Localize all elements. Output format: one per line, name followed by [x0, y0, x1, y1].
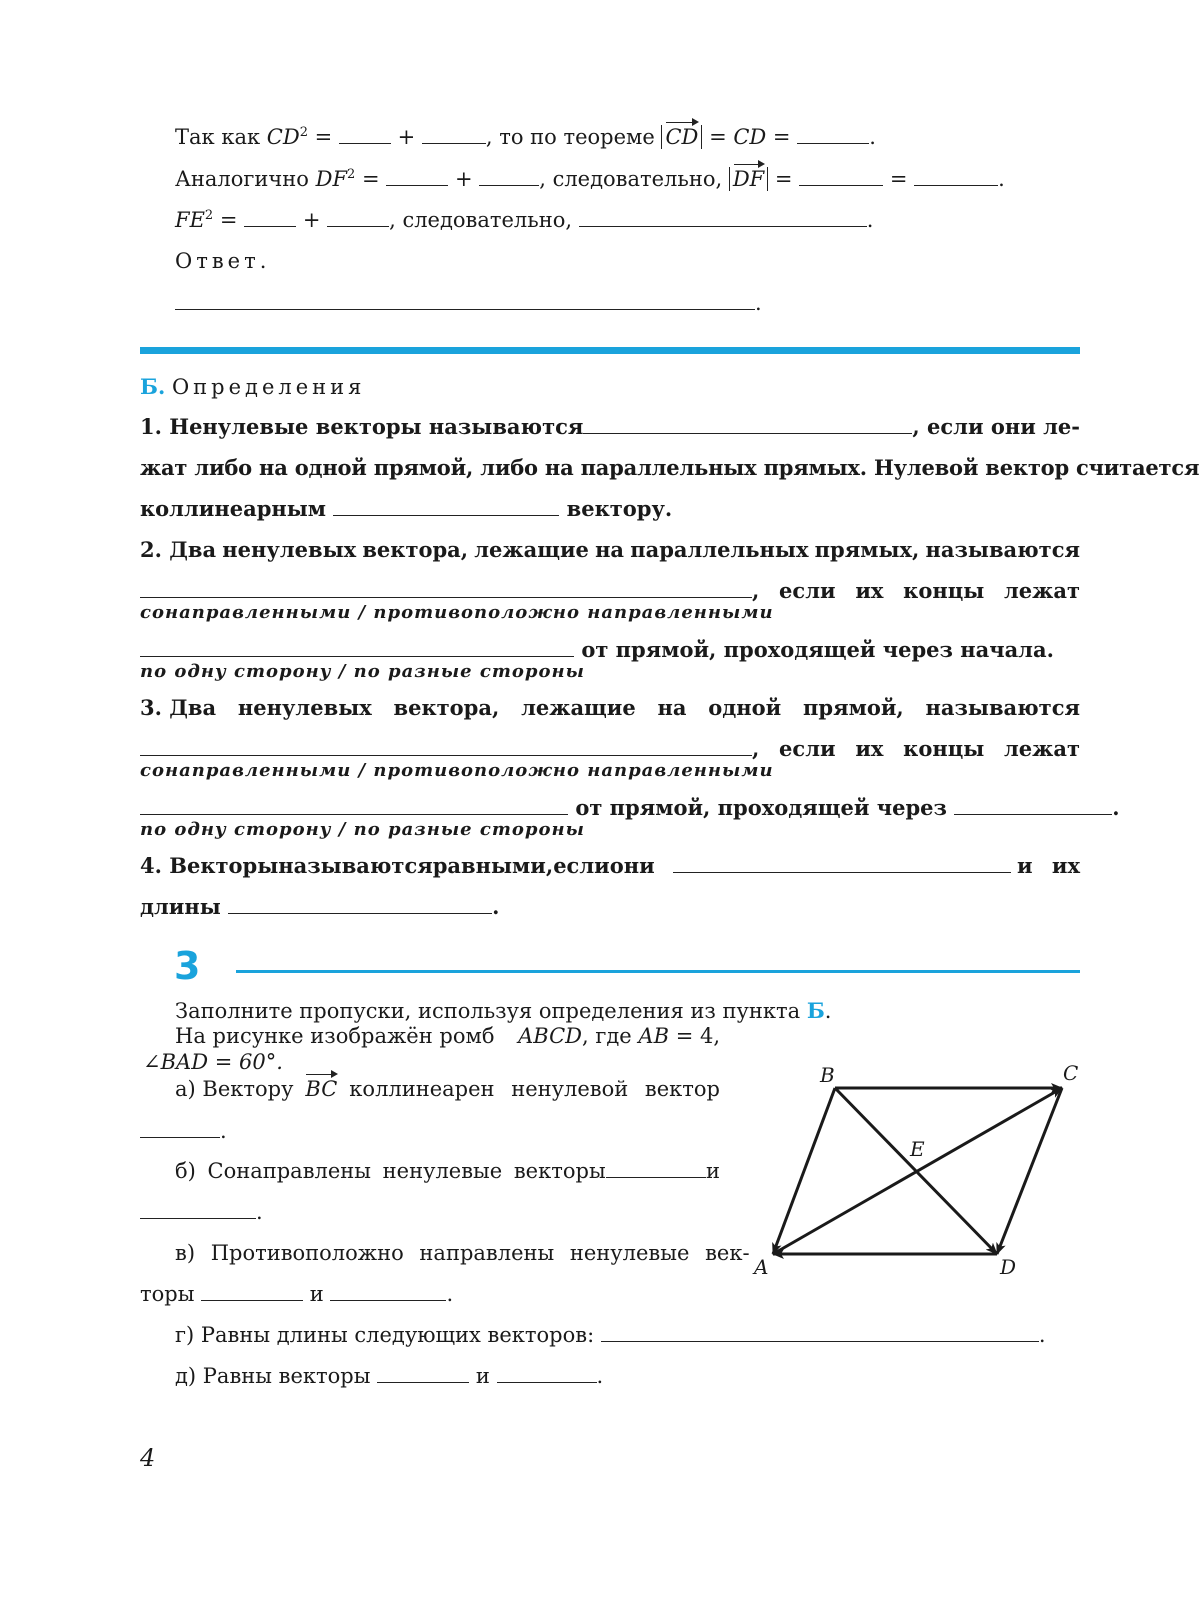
math-var: AB [638, 1024, 670, 1048]
text: называются [278, 853, 433, 878]
task-instruction [175, 998, 831, 1024]
answer-line [175, 290, 762, 316]
blank-field[interactable] [333, 497, 559, 516]
text: . [998, 167, 1005, 191]
text: . [1112, 795, 1120, 820]
text: если [779, 578, 836, 603]
text: = [702, 125, 734, 149]
blank-field[interactable] [140, 638, 574, 657]
text: они [609, 853, 655, 878]
text: б) Сонаправлены ненулевые векторы [175, 1159, 606, 1183]
text: , следовательно, [389, 208, 579, 232]
text: ненулевых [222, 537, 357, 562]
section-letter: Б. [140, 374, 166, 399]
section-title: Определения [171, 375, 366, 399]
section-ref: Б [806, 998, 825, 1023]
blank-field[interactable] [201, 1282, 303, 1301]
vector-cd-line [997, 1088, 1062, 1254]
text: = [213, 208, 245, 232]
item-a-answer [140, 1118, 227, 1144]
text: если [779, 736, 836, 761]
math-var: ABCD [518, 1024, 583, 1048]
superscript: 2 [204, 208, 214, 223]
blank-field[interactable] [797, 125, 869, 144]
text: на [657, 695, 687, 720]
blank-field[interactable] [673, 854, 1012, 873]
hint-side: по одну сторону / по разные стороны [140, 819, 585, 840]
math-var: CD [733, 125, 767, 149]
text: коллинеарен ненулевой вектор [349, 1077, 720, 1101]
item-b [175, 1158, 720, 1184]
text: , [752, 578, 760, 603]
text: Заполните пропуски, используя определения из пункта [175, 999, 807, 1023]
text: в) Противоположно направлены ненулевые век- [175, 1241, 750, 1265]
text: 3. Два [140, 695, 217, 720]
text: и их [1017, 853, 1080, 878]
text: и [706, 1159, 720, 1183]
page-number: 4 [140, 1444, 156, 1472]
vector-magnitude [661, 125, 702, 149]
blank-field[interactable] [583, 415, 912, 434]
vector-df: DF [732, 167, 765, 191]
intro-line-1 [175, 124, 876, 150]
blank-field[interactable] [377, 1364, 469, 1383]
text: . [220, 1119, 227, 1143]
text: концы [903, 736, 985, 761]
text: прямых, [814, 537, 920, 562]
vector-bd-line [835, 1088, 997, 1254]
text: если [553, 853, 610, 878]
text: их [855, 736, 884, 761]
text: . [866, 208, 874, 232]
text: от прямой, проходящей через [575, 795, 947, 820]
answer-blank[interactable] [175, 291, 755, 310]
text: . [824, 999, 832, 1023]
text: , то по теореме [485, 125, 662, 149]
text: + [448, 167, 480, 191]
blank-field[interactable] [954, 796, 1112, 815]
blank-field[interactable] [330, 1282, 446, 1301]
text: = [307, 125, 339, 149]
text: их [855, 578, 884, 603]
text: На рисунке изображён ромб [175, 1024, 495, 1048]
text: . [256, 1200, 263, 1224]
text: вектору. [566, 496, 673, 521]
blank-field[interactable] [339, 125, 391, 144]
blank-field[interactable] [140, 1119, 220, 1138]
rhombus-statement [175, 1023, 720, 1049]
text: от прямой, проходящей через начала. [581, 637, 1054, 662]
text: равными, [432, 853, 554, 878]
text: д) Равны векторы [175, 1364, 371, 1388]
text: ненулевых [237, 695, 372, 720]
text: 4. Векторы [140, 853, 279, 878]
item-d [175, 1363, 603, 1389]
vertex-label-b: B [820, 1063, 835, 1087]
text: и [475, 1364, 490, 1388]
vertex-label-a: A [754, 1255, 769, 1279]
blank-field[interactable] [422, 125, 486, 144]
text: . [446, 1282, 454, 1306]
blank-field[interactable] [140, 579, 752, 598]
def-4-line-1 [140, 853, 1080, 879]
text: параллельных [630, 537, 809, 562]
text: , если они ле- [912, 414, 1080, 439]
blank-field[interactable] [606, 1159, 706, 1178]
def-3-line-3 [140, 795, 1120, 821]
def-3-line-1 [140, 695, 1080, 721]
text: прямой, [803, 695, 904, 720]
blank-field[interactable] [140, 796, 568, 815]
section-divider [140, 347, 1080, 354]
text: жат либо на одной прямой, либо на параллельных прямых. Нулевой вектор считается [140, 455, 1200, 480]
blank-field[interactable] [579, 208, 867, 227]
text: + [390, 125, 422, 149]
text: + [296, 208, 328, 232]
def-1-line-2 [140, 455, 1200, 481]
superscript: 2 [299, 125, 308, 140]
text: = [768, 167, 800, 191]
def-2-line-2 [140, 578, 1080, 604]
text: лежащие [521, 695, 636, 720]
text: Аналогично [175, 167, 316, 191]
text: концы [903, 578, 985, 603]
superscript: 2 [347, 167, 356, 182]
text: г) Равны длины следующих векторов: [175, 1323, 595, 1347]
math-var: DF [315, 167, 348, 191]
text: а) Вектору [175, 1077, 294, 1101]
angle-statement: ∠BAD = 60°. [143, 1050, 283, 1074]
text: вектора, [362, 537, 469, 562]
text: = [883, 167, 915, 191]
def-3-line-2 [140, 736, 1080, 762]
blank-field[interactable] [244, 208, 296, 227]
blank-field[interactable] [140, 1200, 256, 1219]
text: одной [708, 695, 782, 720]
vertex-label-c: C [1063, 1061, 1079, 1085]
text: торы [140, 1282, 195, 1306]
text: 2. Два [140, 537, 217, 562]
def-2-line-3 [140, 637, 1054, 663]
text: = [766, 125, 798, 149]
text: и [309, 1282, 324, 1306]
text: . [596, 1364, 604, 1388]
text: вектора, [393, 695, 500, 720]
text: длины [140, 894, 221, 919]
blank-field[interactable] [601, 1323, 1039, 1342]
task-number: 3 [174, 944, 201, 988]
item-a [175, 1076, 720, 1102]
text: называются [925, 695, 1080, 720]
blank-field[interactable] [228, 895, 492, 914]
text: = [355, 167, 387, 191]
vector-ba-line [773, 1088, 835, 1254]
blank-field[interactable] [140, 737, 752, 756]
def-1-line-3 [140, 496, 672, 522]
intro-line-2 [175, 166, 1005, 192]
item-c [175, 1240, 750, 1266]
text: лежат [1004, 736, 1080, 761]
def-1-line-1 [140, 414, 1080, 440]
blank-field[interactable] [327, 208, 389, 227]
vector-bc: BC [305, 1077, 338, 1101]
math-var: CD [266, 125, 300, 149]
item-c-answer [140, 1281, 453, 1307]
vertex-label-d: D [1000, 1255, 1017, 1279]
text: . [492, 894, 500, 919]
hint-direction: сонаправленными / противоположно направленными [140, 760, 774, 781]
vector-cd: CD [665, 125, 699, 149]
item-b-answer [140, 1199, 263, 1225]
math-var: FE [175, 208, 205, 232]
text: лежат [1004, 578, 1080, 603]
text: . [755, 291, 762, 315]
hint-direction: сонаправленными / противоположно направленными [140, 602, 774, 623]
item-g [175, 1322, 1046, 1348]
blank-field[interactable] [799, 167, 883, 186]
text: на [595, 537, 625, 562]
text: Так как [175, 125, 267, 149]
text: , [752, 736, 760, 761]
section-b-heading [140, 374, 365, 400]
blank-field[interactable] [386, 167, 448, 186]
text: . [1038, 1323, 1046, 1347]
text: лежащие [474, 537, 589, 562]
text: коллинеарным [140, 496, 327, 521]
blank-field[interactable] [497, 1364, 597, 1383]
text: , следовательно, [539, 167, 729, 191]
answer-label: Ответ. [175, 249, 271, 273]
blank-field[interactable] [914, 167, 998, 186]
vector-magnitude [729, 167, 768, 191]
rhombus-figure [740, 1050, 1100, 1290]
hint-side: по одну сторону / по разные стороны [140, 661, 585, 682]
def-2-line-1 [140, 537, 1080, 563]
text: . [869, 125, 876, 149]
text: , где [582, 1024, 639, 1048]
text: 1. Ненулевые векторы называются [140, 414, 584, 439]
text: = 4, [669, 1024, 720, 1048]
intro-line-3 [175, 207, 873, 233]
text: называются [925, 537, 1080, 562]
blank-field[interactable] [479, 167, 539, 186]
task-header-rule [236, 970, 1080, 973]
def-4-line-2 [140, 894, 499, 920]
vertex-label-e: E [910, 1137, 925, 1161]
